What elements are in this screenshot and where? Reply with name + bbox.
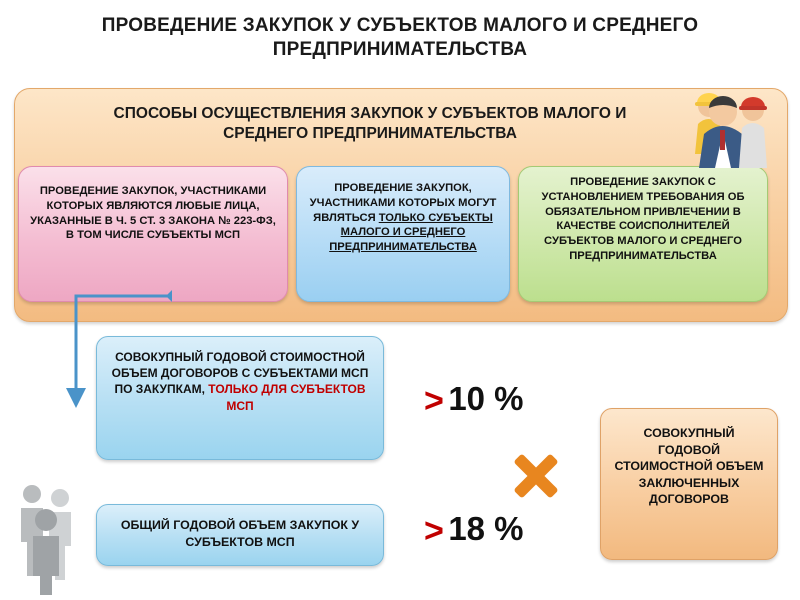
methods-panel-heading: СПОСОБЫ ОСУЩЕСТВЛЕНИЯ ЗАКУПОК У СУБЪЕКТОВ МАЛОГО И СРЕДНЕГО ПРЕДПРИНИМАТЕЛЬСТВА (113, 105, 627, 143)
box-aggregate-sme-contracts-accent: ТОЛЬКО ДЛЯ СУБЪЕКТОВ МСП (208, 382, 366, 413)
people-illustration-icon (668, 72, 788, 168)
option-box-only-sme (296, 166, 510, 302)
box-aggregate-sme-contracts-text: СОВОКУПНЫЙ ГОДОВОЙ СТОИМОСТНОЙ ОБЪЕМ ДОГОВОРОВ С СУБЪЕКТАМИ МСП ПО ЗАКУПКАМ, (111, 350, 369, 397)
percent-threshold-10-sign: > (424, 382, 444, 420)
box-total-concluded-contracts (600, 408, 778, 560)
option-box-only-sme-text: ПРОВЕДЕНИЕ ЗАКУПОК, УЧАСТНИКАМИ КОТОРЫХ МОГУТ ЯВЛЯТЬСЯ (309, 182, 497, 224)
percent-threshold-10 (424, 380, 524, 421)
option-box-any-participants-text: ПРОВЕДЕНИЕ ЗАКУПОК, УЧАСТНИКАМИ КОТОРЫХ ЯВЛЯЮТСЯ ЛЮБЫЕ ЛИЦА, УКАЗАННЫЕ В Ч. 5 СТ. 3 ЗАКОНА № 223-ФЗ, В ТОМ ЧИСЛЕ СУБЪЕКТЫ МСП (30, 185, 276, 242)
page-title: ПРОВЕДЕНИЕ ЗАКУПОК У СУБЪЕКТОВ МАЛОГО И СРЕДНЕГО ПРЕДПРИНИМАТЕЛЬСТВА (101, 15, 699, 61)
option-box-subcontractors (518, 166, 768, 302)
percent-threshold-18 (424, 510, 524, 551)
box-total-concluded-contracts-text: СОВОКУПНЫЙ ГОДОВОЙ СТОИМОСТНОЙ ОБЪЕМ ЗАКЛЮЧЕННЫХ ДОГОВОРОВ (614, 426, 764, 507)
percent-threshold-18-value: 18 % (448, 510, 524, 547)
option-box-only-sme-underlined: ТОЛЬКО СУБЪЕКТЫ МАЛОГО И СРЕДНЕГО ПРЕДПРИНИМАТЕЛЬСТВА (329, 211, 493, 254)
box-total-sme-purchases (96, 504, 384, 566)
people-silhouette-icon (8, 470, 128, 595)
cross-icon (508, 448, 564, 504)
box-aggregate-sme-contracts (96, 336, 384, 460)
box-total-sme-purchases-text: ОБЩИЙ ГОДОВОЙ ОБЪЕМ ЗАКУПОК У СУБЪЕКТОВ МСП (120, 518, 360, 549)
option-box-any-participants (18, 166, 288, 302)
percent-threshold-18-sign: > (424, 512, 444, 550)
option-box-subcontractors-text: ПРОВЕДЕНИЕ ЗАКУПОК С УСТАНОВЛЕНИЕМ ТРЕБОВАНИЯ ОБ ОБЯЗАТЕЛЬНОМ ПРИВЛЕЧЕНИИ В КАЧЕСТВЕ СОИСПОЛНИТЕЛЕЙ СУБЪЕКТОВ МАЛОГО И СРЕДНЕГО ПРЕДПРИНИМАТЕЛЬСТВА (541, 176, 745, 262)
percent-threshold-10-value: 10 % (448, 380, 524, 417)
